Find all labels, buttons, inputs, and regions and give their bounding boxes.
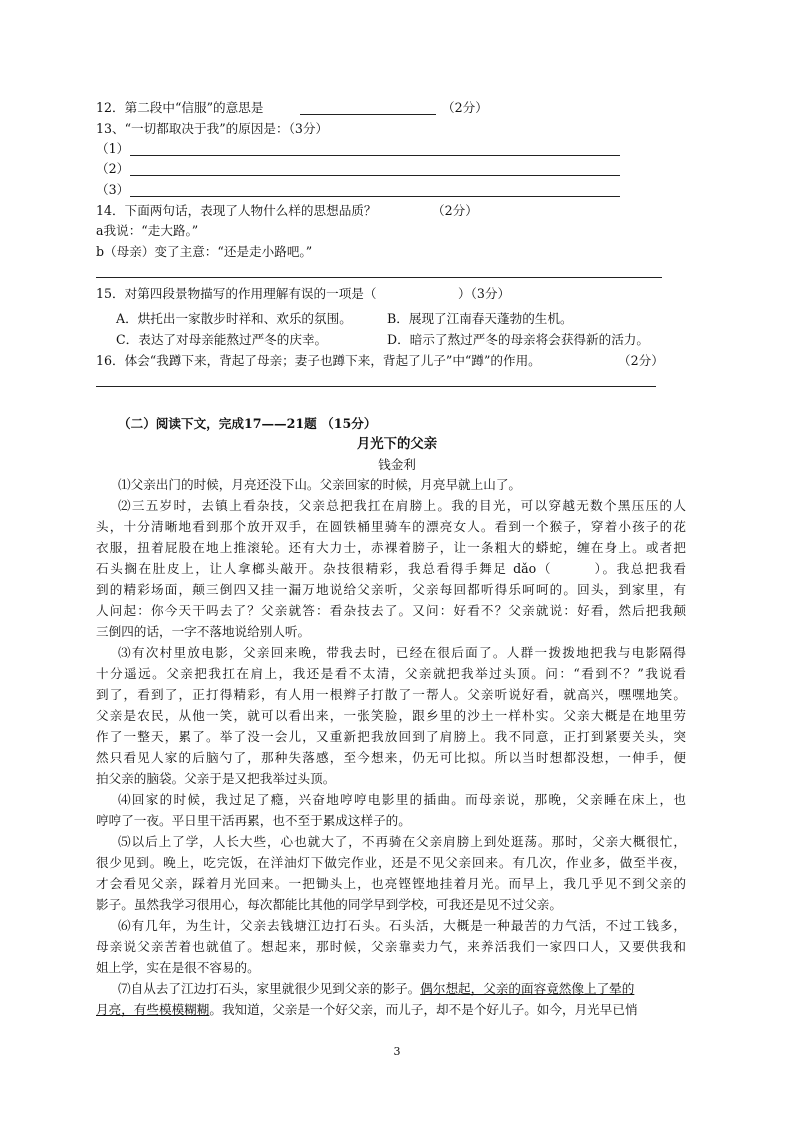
question-12: 12．第二段中“信服”的意思是 xyxy=(96,100,264,115)
paragraph-5-line: ⑸以后上了学，人长大些，心也就大了，不再骑在父亲肩膀上到处逛荡。那时，父亲大概很忙， xyxy=(118,834,686,849)
question-15-score: ）（3分） xyxy=(458,286,511,301)
paragraph-5-line: 影子。虽然我学习很用心，每次都能比其他的同学早到学校，可我还是见不过父亲。 xyxy=(96,897,562,912)
answer-line-16 xyxy=(96,386,656,387)
section-heading: （二）阅读下文，完成17——21题 （15分） xyxy=(118,416,377,431)
paragraph-3-line: 十分遥远。父亲把我扛在肩上，我还是看不太清，父亲就把我举过头顶。问：“看到不？”我说看 xyxy=(96,666,686,681)
paragraph-5-line: 才会看见父亲，踩着月光回来。一把锄头上，也亮铿铿地挂着月光。而早上，我几乎见不到父亲的 xyxy=(96,876,686,891)
option-d: D．暗示了熬过严冬的母亲将会获得新的活力。 xyxy=(387,332,649,347)
question-14-score: （2分） xyxy=(432,203,478,218)
paragraph-2-line: 石头搁在肚皮上，让人拿榔头敲开。杂技很精彩，我总看得手舞足 dǎo（ ）。我总把我看 xyxy=(96,561,686,576)
article-author: 钱金利 xyxy=(378,457,416,472)
option-b: B．展现了江南春天蓬勃的生机。 xyxy=(387,311,573,326)
blank-label-1: （1） xyxy=(96,141,130,156)
paragraph-3-line: 到了，看到了，正打得精彩，有人用一根辫子打散了一帮人。父亲听说好看，就高兴，嘿嘿地笑。 xyxy=(96,687,686,702)
paragraph-3-line: 然只看见人家的后脑勺了，那种失落感，至今想来，仍无可比拟。所以当时想都没想，一伸手，便 xyxy=(96,750,686,765)
paragraph-7-line xyxy=(118,979,686,999)
answer-line-13-1 xyxy=(130,155,620,156)
question-13: 13、“一切都取决于我”的原因是：（3分） xyxy=(96,121,329,136)
blank-label-2: （2） xyxy=(96,161,130,176)
answer-line-12 xyxy=(300,114,436,115)
paragraph-2-line: 到的精彩场面，颠三倒四又挂一漏万地说给父亲听，父亲每回都听得乐呵呵的。回头，到家里，有 xyxy=(96,582,686,597)
page-number: 3 xyxy=(393,1045,401,1058)
paragraph-6-line: 姐上学，实在是很不容易的。 xyxy=(96,960,260,975)
paragraph-2-line: 头，十分清晰地看到那个放开双手，在圆铁桶里骑车的漂亮女人。看到一个猴子，穿着小孩子的花 xyxy=(96,519,686,534)
paragraph-3-line: ⑶有次村里放电影，父亲回来晚，带我去时，已经在很后面了。人群一拨拨地把我与电影隔得 xyxy=(118,645,686,660)
question-15: 15．对第四段景物描写的作用理解有误的一项是（ xyxy=(96,286,377,301)
blank-label-3: （3） xyxy=(96,182,130,197)
paragraph-3-line: 拍父亲的脑袋。父亲于是又把我举过头顶。 xyxy=(96,771,336,786)
paragraph-2-line: ⑵三五岁时，去镇上看杂技，父亲总把我扛在肩膀上。我的目光，可以穿越无数个黑压压的人 xyxy=(118,498,686,513)
paragraph-1-line: ⑴父亲出门的时候，月亮还没下山。父亲回家的时候，月亮早就上山了。 xyxy=(118,477,521,492)
paragraph-2-line: 人问起：你今天干吗去了？父亲就答：看杂技去了。又问：好看不？父亲就说：好看，然后把我颠 xyxy=(96,603,686,618)
paragraph-7-text: 。我知道，父亲是一个好父亲，而儿子，却不是个好儿子。如今，月光早已悄 xyxy=(209,1002,638,1017)
paragraph-4-line: 哼哼了一夜。平日里干活再累，也不至于累成这样子的。 xyxy=(96,813,411,828)
paragraph-4-line: ⑷回家的时候，我过足了瘾，兴奋地哼哼电影里的插曲。而母亲说，那晚，父亲睡在床上，也 xyxy=(118,792,686,807)
paragraph-7-text: ⑺自从去了江边打石头，家里就很少见到父亲的影子。 xyxy=(118,981,421,996)
answer-line-14 xyxy=(96,277,662,278)
option-c: C．表达了对母亲能熬过严冬的庆幸。 xyxy=(116,332,328,347)
paragraph-2-line: 衣服，扭着屁股在地上推滚轮。还有大力士，赤裸着膀子，让一条粗大的蟒蛇，缠在身上。或者把 xyxy=(96,540,686,555)
paragraph-5-line: 很少见到。晚上，吃完饭，在洋油灯下做完作业，还是不见父亲回来。有几次，作业多，做至半夜， xyxy=(96,855,686,870)
paragraph-3-line: 作了一整天，累了。举了没一会儿，又重新把我放回到了肩膀上。我不同意，正打到紧要关头，突 xyxy=(96,729,686,744)
question-14: 14．下面两句话，表现了人物什么样的思想品质？ xyxy=(96,203,377,218)
answer-line-13-3 xyxy=(130,196,620,197)
option-a: A．烘托出一家散步时祥和、欢乐的氛围。 xyxy=(116,311,352,326)
paragraph-3-line: 父亲是农民，从他一笑，就可以看出来，一张笑脸，跟乡里的沙土一样朴实。父亲大概是在地里劳 xyxy=(96,708,686,723)
paragraph-6-line: ⑹有几年，为生计，父亲去钱塘江边打石头。石头活，大概是一种最苦的力气活，不过工钱多， xyxy=(118,918,686,933)
question-12-score: （2分） xyxy=(442,100,488,115)
question-14-b: b（母亲）变了主意：“还是走小路吧。” xyxy=(96,244,313,259)
paragraph-7-line xyxy=(96,1000,686,1020)
paragraph-6-line: 母亲说父亲苦着也就值了。想起来，那时候，父亲靠卖力气，来养活我们一家四口人，又要供我和 xyxy=(96,939,686,954)
answer-line-13-2 xyxy=(130,175,620,176)
underlined-sentence: 月亮，有些模模糊糊 xyxy=(96,1002,210,1017)
question-16-score: （2分） xyxy=(618,353,664,368)
underlined-sentence: 偶尔想起，父亲的面容竟然像上了晕的 xyxy=(420,981,635,996)
paragraph-2-line: 三倒四的话，一字不落地说给别人听。 xyxy=(96,624,311,639)
question-14-a: a我说：“走大路。” xyxy=(96,223,199,238)
article-title: 月光下的父亲 xyxy=(356,436,438,452)
question-16: 16．体会“我蹲下来，背起了母亲；妻子也蹲下来，背起了儿子”中“蹲”的作用。 xyxy=(96,353,541,368)
